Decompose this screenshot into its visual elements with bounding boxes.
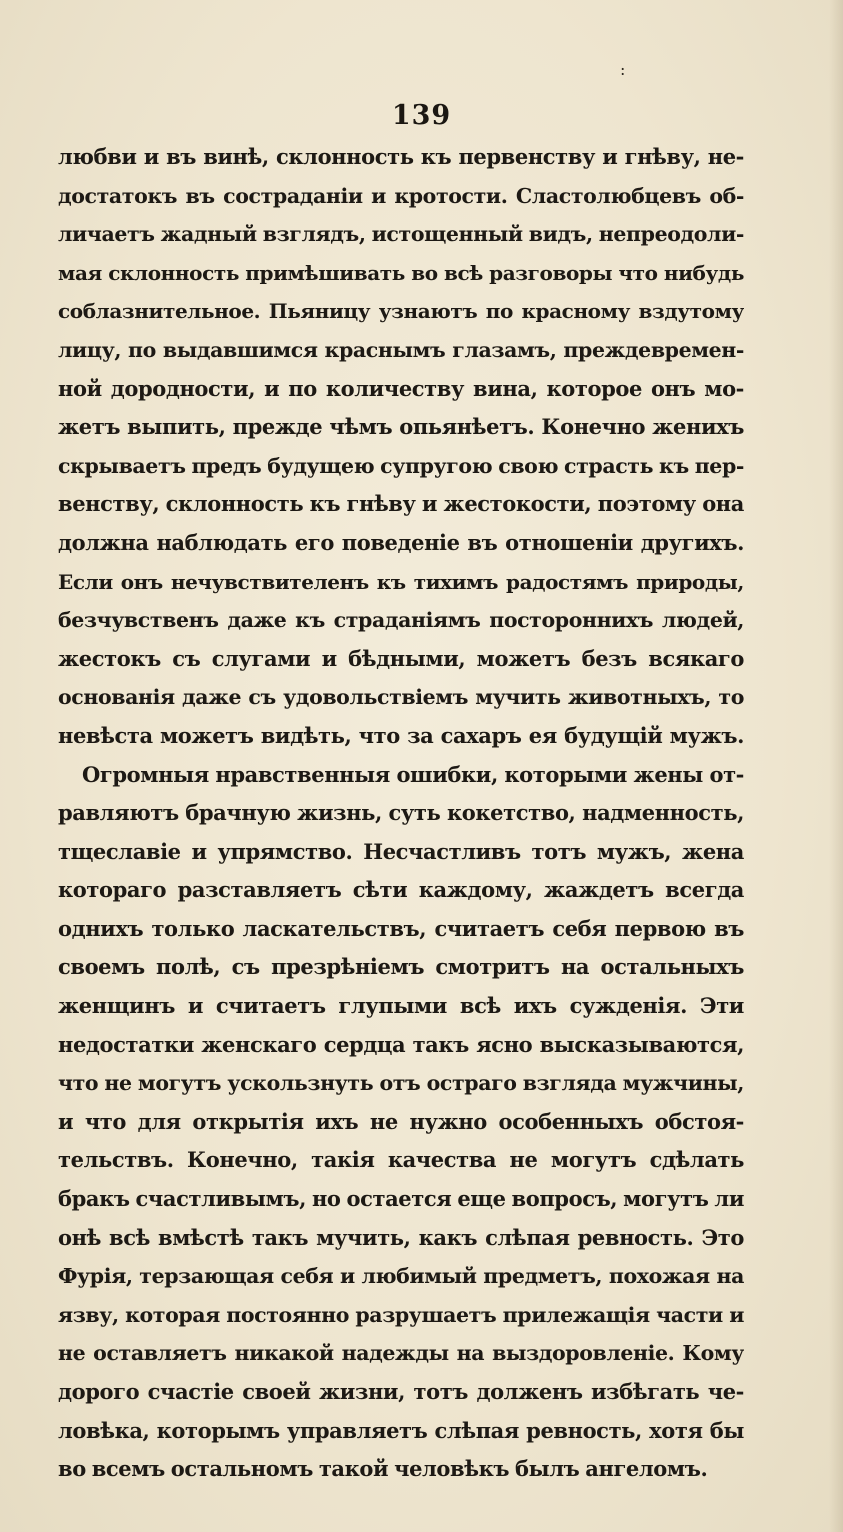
text-line: любви и въ винѣ, склонность къ первенству и гнѣву, не- — [58, 144, 744, 169]
body-text — [58, 138, 744, 1489]
text-line: Если онъ нечувствителенъ къ тихимъ радостямъ природы, — [58, 569, 744, 594]
text-line: должна наблюдать его поведеніе въ отношеніи другихъ. — [58, 529, 744, 555]
text-line: основанія даже съ удовольствіемъ мучить животныхъ, то — [58, 685, 744, 710]
text-line: личаетъ жадный взглядъ, истощенный видъ, непреодоли- — [58, 222, 744, 247]
printer-mark: : — [620, 60, 626, 79]
text-line: Огромныя нравственныя ошибки, которыми жены от- — [82, 761, 744, 787]
text-line: не оставляетъ никакой надежды на выздоровленіе. Кому — [58, 1341, 744, 1366]
text-line: онѣ всѣ вмѣстѣ такъ мучить, какъ слѣпая ревность. Это — [58, 1224, 744, 1250]
text-line: бракъ счастливымъ, но остается еще вопросъ, могутъ ли — [58, 1186, 744, 1212]
page-number: 139 — [391, 100, 452, 131]
text-line: лицу, по выдавшимся краснымъ глазамъ, преждевремен- — [58, 337, 744, 362]
text-line: равляютъ брачную жизнь, суть кокетство, надменность, — [58, 800, 744, 826]
text-line: мая склонность примѣшивать во всѣ разговоры что нибудь — [58, 260, 744, 285]
text-line: ной дородности, и по количеству вина, которое онъ мо- — [58, 375, 744, 401]
text-line: язву, которая постоянно разрушаетъ прилежащія части и — [58, 1302, 744, 1327]
text-line: котораго разставляетъ сѣти каждому, жаждетъ всегда — [58, 877, 744, 903]
text-line: недостатки женскаго сердца такъ ясно высказываются, — [58, 1031, 744, 1057]
text-line: тельствъ. Конечно, такія качества не могутъ сдѣлать — [58, 1147, 744, 1173]
text-line: жестокъ съ слугами и бѣдными, можетъ безъ всякаго — [58, 645, 744, 671]
text-line: скрываетъ предъ будущею супругою свою страсть къ пер- — [58, 453, 744, 478]
text-line: женщинъ и считаетъ глупыми всѣ ихъ сужденія. Эти — [58, 993, 744, 1019]
text-line: Фурія, терзающая себя и любимый предметъ, похожая на — [58, 1264, 744, 1289]
text-line: и что для открытія ихъ не нужно особенныхъ обстоя- — [58, 1108, 744, 1134]
text-line: безчувственъ даже къ страданіямъ постороннихъ людей, — [58, 608, 744, 633]
text-line: во всемъ остальномъ такой человѣкъ былъ ангеломъ. — [58, 1456, 708, 1482]
text-line: что не могутъ ускользнуть отъ остраго взгляда мужчины, — [58, 1071, 744, 1096]
text-line: своемъ полѣ, съ презрѣніемъ смотритъ на остальныхъ — [58, 954, 744, 980]
text-line: однихъ только ласкательствъ, считаетъ себя первою въ — [58, 915, 744, 941]
text-line: невѣста можетъ видѣть, что за сахаръ ея будущій мужъ. — [58, 722, 744, 748]
text-line: ловѣка, которымъ управляетъ слѣпая ревность, хотя бы — [58, 1417, 744, 1443]
text-line: соблазнительное. Пьяницу узнаютъ по красному вздутому — [58, 299, 744, 324]
text-line: тщеславіе и упрямство. Несчастливъ тотъ мужъ, жена — [58, 838, 744, 864]
text-line: венству, склонность къ гнѣву и жестокости, поэтому она — [58, 491, 744, 517]
page-edge-shadow — [829, 0, 843, 1532]
text-line: дорого счастіе своей жизни, тотъ долженъ избѣгать че- — [58, 1379, 744, 1404]
text-line: жетъ выпить, прежде чѣмъ опьянѣетъ. Конечно женихъ — [58, 414, 744, 440]
text-line: достатокъ въ состраданіи и кротости. Сластолюбцевъ об- — [58, 183, 744, 208]
